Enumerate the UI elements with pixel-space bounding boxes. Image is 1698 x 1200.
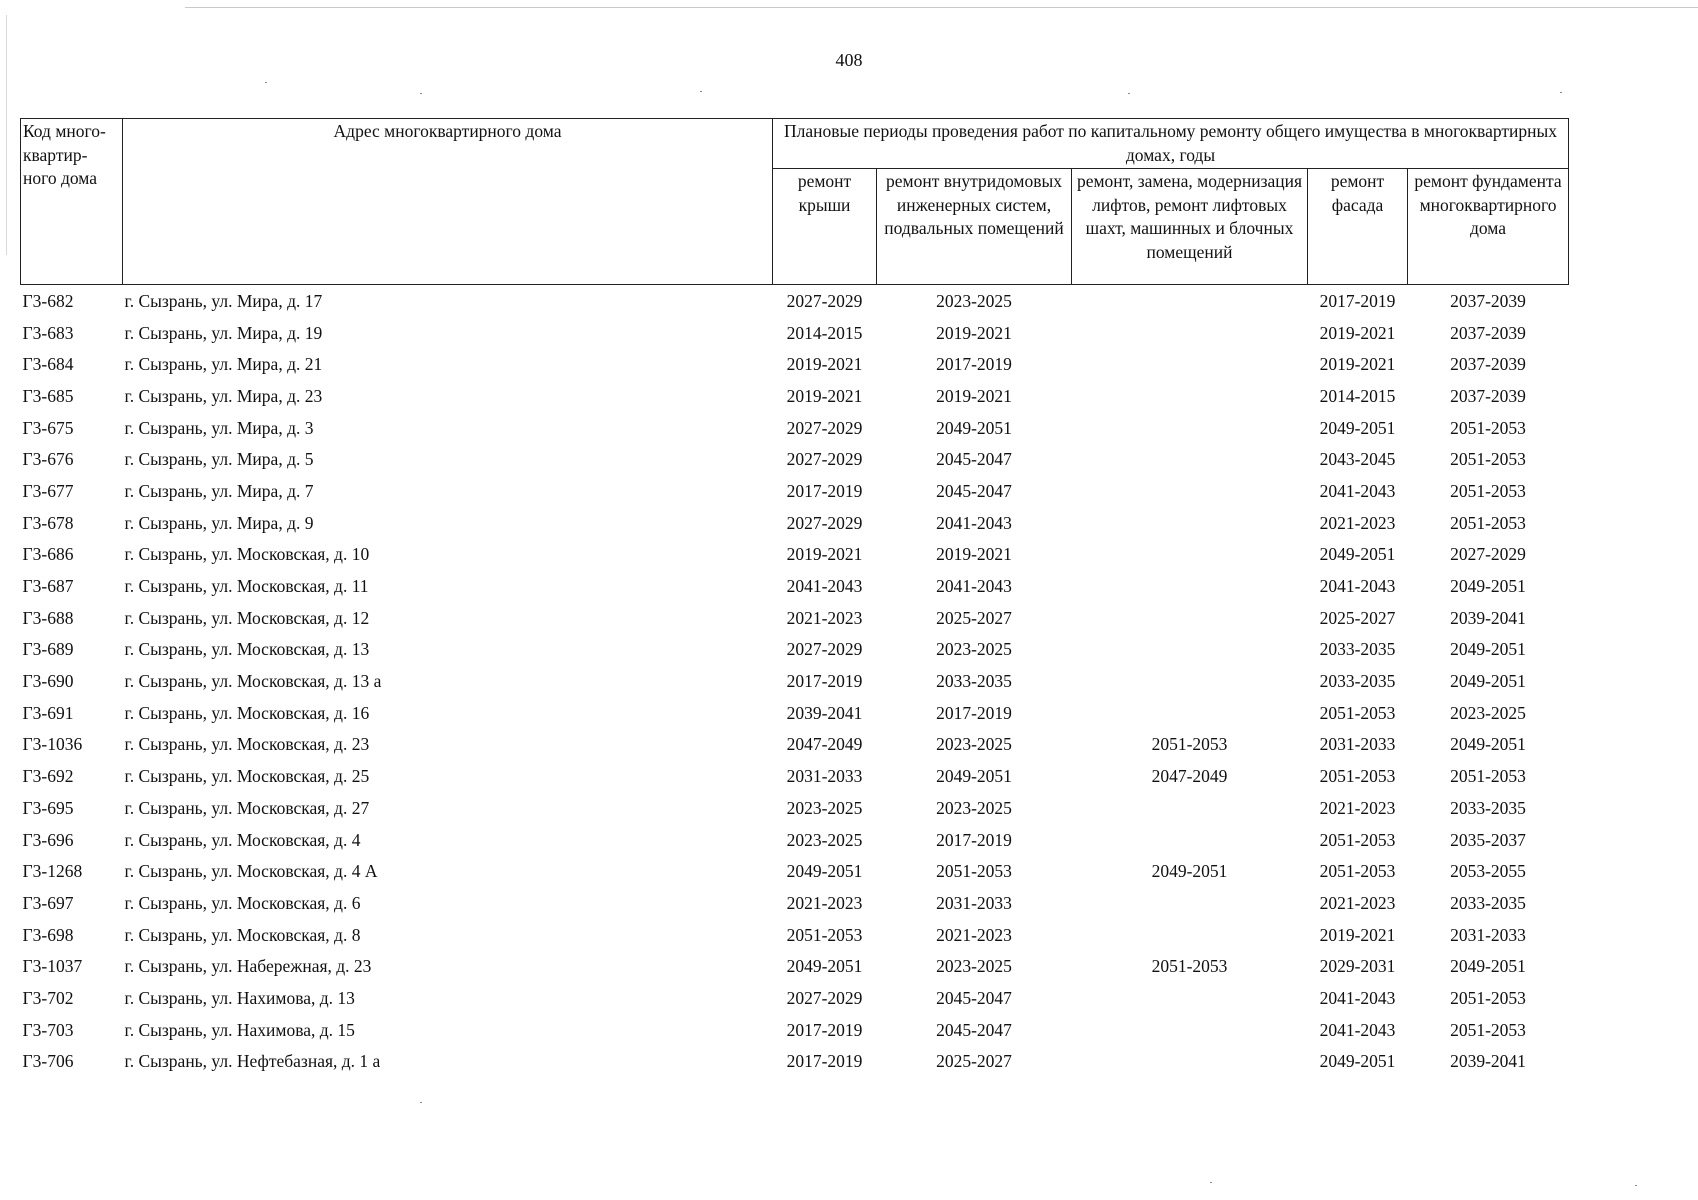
cell-lifts: 2051-2053 <box>1151 956 1228 977</box>
header-lifts: ремонт, замена, модернизация лифтов, ремонт лифтовых шахт, машинных и блочных помещений <box>1072 169 1308 285</box>
table-row <box>21 602 1569 634</box>
cell-systems: 2049-2051 <box>936 766 1012 787</box>
cell-address: г. Сызрань, ул. Московская, д. 8 <box>124 924 361 945</box>
cell-address: г. Сызрань, ул. Московская, д. 25 <box>124 766 370 787</box>
cell-lifts <box>1072 443 1308 475</box>
cell-facade: 2029-2031 <box>1319 956 1396 977</box>
cell-address: г. Сызрань, ул. Московская, д. 4 А <box>124 861 378 882</box>
cell-lifts <box>1072 602 1308 634</box>
cell-roof: 2021-2023 <box>786 607 863 628</box>
cell-roof: 2031-2033 <box>786 766 863 787</box>
cell-systems: 2017-2019 <box>936 354 1012 375</box>
cell-lifts <box>1072 665 1308 697</box>
cell-address: г. Сызрань, ул. Московская, д. 27 <box>124 797 370 818</box>
cell-lifts <box>1072 982 1308 1014</box>
cell-code: Г3-695 <box>22 797 74 818</box>
cell-address: г. Сызрань, ул. Московская, д. 11 <box>124 576 369 597</box>
cell-code: Г3-686 <box>22 544 74 565</box>
table-row <box>21 665 1569 697</box>
table-row <box>21 887 1569 919</box>
cell-code: Г3-682 <box>22 290 74 311</box>
header-roof: ремонт крыши <box>773 169 877 285</box>
cell-lifts <box>1072 1046 1308 1078</box>
cell-foundation: 2049-2051 <box>1450 671 1526 692</box>
cell-systems: 2019-2021 <box>936 544 1012 565</box>
cell-code: Г3-678 <box>22 512 74 533</box>
page-number: 408 <box>835 50 863 70</box>
repair-schedule-sheet <box>20 118 1568 1077</box>
cell-foundation: 2033-2035 <box>1450 797 1526 818</box>
cell-systems: 2017-2019 <box>936 829 1012 850</box>
cell-systems: 2045-2047 <box>936 1019 1012 1040</box>
cell-foundation: 2051-2053 <box>1450 512 1526 533</box>
cell-address: г. Сызрань, ул. Мира, д. 21 <box>124 354 323 375</box>
cell-lifts <box>1072 824 1308 856</box>
cell-foundation: 2051-2053 <box>1450 766 1526 787</box>
cell-foundation: 2051-2053 <box>1450 480 1526 501</box>
scan-speck <box>1635 1185 1637 1186</box>
table-row <box>21 919 1569 951</box>
cell-code: Г3-1037 <box>22 956 83 977</box>
table-row <box>21 412 1569 444</box>
cell-facade: 2019-2021 <box>1319 924 1396 945</box>
cell-code: Г3-676 <box>22 449 74 470</box>
table-row <box>21 380 1569 412</box>
cell-address: г. Сызрань, ул. Московская, д. 4 <box>124 829 361 850</box>
cell-systems: 2041-2043 <box>936 576 1012 597</box>
cell-address: г. Сызрань, ул. Московская, д. 10 <box>124 544 370 565</box>
cell-code: Г3-1268 <box>22 861 83 882</box>
cell-facade: 2021-2023 <box>1319 797 1396 818</box>
scan-speck <box>420 1102 422 1103</box>
cell-address: г. Сызрань, ул. Мира, д. 7 <box>124 480 314 501</box>
cell-roof: 2019-2021 <box>786 385 863 406</box>
cell-lifts <box>1072 317 1308 349</box>
scan-speck <box>1210 1182 1212 1183</box>
cell-lifts <box>1072 1014 1308 1046</box>
cell-systems: 2051-2053 <box>936 861 1012 882</box>
cell-systems: 2021-2023 <box>936 924 1012 945</box>
table-row <box>21 982 1569 1014</box>
cell-roof: 2027-2029 <box>786 449 863 470</box>
cell-roof: 2049-2051 <box>786 861 863 882</box>
cell-lifts <box>1072 285 1308 317</box>
cell-facade: 2051-2053 <box>1319 861 1396 882</box>
table-row <box>21 697 1569 729</box>
cell-lifts <box>1072 634 1308 666</box>
cell-lifts <box>1072 792 1308 824</box>
cell-facade: 2041-2043 <box>1319 1019 1396 1040</box>
cell-roof: 2027-2029 <box>786 290 863 311</box>
cell-code: Г3-1036 <box>22 734 83 755</box>
cell-code: Г3-684 <box>22 354 74 375</box>
cell-code: Г3-688 <box>22 607 74 628</box>
cell-systems: 2025-2027 <box>936 607 1012 628</box>
cell-foundation: 2051-2053 <box>1450 449 1526 470</box>
cell-roof: 2023-2025 <box>786 829 863 850</box>
cell-foundation: 2023-2025 <box>1450 702 1526 723</box>
cell-lifts <box>1072 539 1308 571</box>
header-foundation: ремонт фундамента многоквартирного дома <box>1408 169 1569 285</box>
header-row-top <box>21 119 1569 169</box>
cell-foundation: 2035-2037 <box>1450 829 1526 850</box>
header-planned-periods: Плановые периоды проведения работ по капитальному ремонту общего имущества в многоквартирных домах, годы <box>773 119 1569 169</box>
cell-systems: 2045-2047 <box>936 449 1012 470</box>
cell-facade: 2019-2021 <box>1319 322 1396 343</box>
table-row <box>21 824 1569 856</box>
cell-roof: 2047-2049 <box>786 734 863 755</box>
cell-foundation: 2037-2039 <box>1450 322 1526 343</box>
cell-foundation: 2037-2039 <box>1450 385 1526 406</box>
cell-foundation: 2049-2051 <box>1450 639 1526 660</box>
cell-facade: 2019-2021 <box>1319 354 1396 375</box>
cell-foundation: 2039-2041 <box>1450 1051 1526 1072</box>
cell-code: Г3-683 <box>22 322 74 343</box>
header-facade: ремонт фасада <box>1308 169 1408 285</box>
cell-address: г. Сызрань, ул. Московская, д. 6 <box>124 892 361 913</box>
cell-lifts <box>1072 412 1308 444</box>
cell-lifts <box>1072 380 1308 412</box>
cell-foundation: 2033-2035 <box>1450 892 1526 913</box>
cell-code: Г3-703 <box>22 1019 74 1040</box>
cell-facade: 2031-2033 <box>1319 734 1396 755</box>
cell-foundation: 2049-2051 <box>1450 734 1526 755</box>
table-row <box>21 317 1569 349</box>
cell-address: г. Сызрань, ул. Московская, д. 16 <box>124 702 370 723</box>
cell-code: Г3-685 <box>22 385 74 406</box>
table-row <box>21 760 1569 792</box>
cell-lifts: 2047-2049 <box>1151 766 1228 787</box>
table-row <box>21 729 1569 761</box>
header-code: Код много-квартир-ного дома <box>21 119 123 285</box>
cell-lifts <box>1072 697 1308 729</box>
table-row <box>21 1046 1569 1078</box>
cell-address: г. Сызрань, ул. Нахимова, д. 13 <box>124 987 355 1008</box>
header-address: Адрес многоквартирного дома <box>123 119 773 285</box>
cell-facade: 2021-2023 <box>1319 892 1396 913</box>
cell-code: Г3-696 <box>22 829 74 850</box>
cell-roof: 2014-2015 <box>786 322 863 343</box>
cell-roof: 2041-2043 <box>786 576 863 597</box>
table-row <box>21 507 1569 539</box>
scan-speck <box>265 82 267 83</box>
cell-facade: 2051-2053 <box>1319 766 1396 787</box>
cell-lifts <box>1072 507 1308 539</box>
cell-lifts <box>1072 919 1308 951</box>
cell-roof: 2027-2029 <box>786 987 863 1008</box>
cell-address: г. Сызрань, ул. Мира, д. 3 <box>124 417 314 438</box>
cell-facade: 2041-2043 <box>1319 987 1396 1008</box>
cell-roof: 2051-2053 <box>786 924 863 945</box>
cell-foundation: 2037-2039 <box>1450 290 1526 311</box>
cell-address: г. Сызрань, ул. Мира, д. 9 <box>124 512 314 533</box>
table-row <box>21 570 1569 602</box>
cell-address: г. Сызрань, ул. Московская, д. 12 <box>124 607 370 628</box>
table-row <box>21 950 1569 982</box>
cell-facade: 2041-2043 <box>1319 576 1396 597</box>
cell-foundation: 2053-2055 <box>1450 861 1526 882</box>
cell-lifts <box>1072 570 1308 602</box>
cell-facade: 2043-2045 <box>1319 449 1396 470</box>
table-row <box>21 1014 1569 1046</box>
cell-lifts <box>1072 887 1308 919</box>
cell-facade: 2033-2035 <box>1319 671 1396 692</box>
cell-roof: 2027-2029 <box>786 417 863 438</box>
cell-foundation: 2049-2051 <box>1450 956 1526 977</box>
cell-lifts: 2049-2051 <box>1151 861 1228 882</box>
cell-address: г. Сызрань, ул. Мира, д. 5 <box>124 449 314 470</box>
table-row <box>21 285 1569 317</box>
cell-systems: 2031-2033 <box>936 892 1012 913</box>
cell-roof: 2019-2021 <box>786 354 863 375</box>
scan-speck <box>420 93 422 94</box>
cell-systems: 2019-2021 <box>936 385 1012 406</box>
cell-foundation: 2051-2053 <box>1450 987 1526 1008</box>
cell-foundation: 2039-2041 <box>1450 607 1526 628</box>
cell-systems: 2017-2019 <box>936 702 1012 723</box>
cell-roof: 2017-2019 <box>786 1051 863 1072</box>
cell-code: Г3-692 <box>22 766 74 787</box>
cell-address: г. Сызрань, ул. Московская, д. 13 <box>124 639 370 660</box>
cell-address: г. Сызрань, ул. Московская, д. 13 а <box>124 671 382 692</box>
cell-facade: 2021-2023 <box>1319 512 1396 533</box>
cell-roof: 2019-2021 <box>786 544 863 565</box>
cell-code: Г3-675 <box>22 417 74 438</box>
cell-facade: 2049-2051 <box>1319 544 1396 565</box>
cell-address: г. Сызрань, ул. Нахимова, д. 15 <box>124 1019 355 1040</box>
cell-systems: 2019-2021 <box>936 322 1012 343</box>
cell-roof: 2023-2025 <box>786 797 863 818</box>
cell-systems: 2023-2025 <box>936 797 1012 818</box>
cell-roof: 2049-2051 <box>786 956 863 977</box>
cell-foundation: 2051-2053 <box>1450 417 1526 438</box>
cell-facade: 2051-2053 <box>1319 829 1396 850</box>
cell-systems: 2023-2025 <box>936 734 1012 755</box>
cell-systems: 2023-2025 <box>936 290 1012 311</box>
cell-roof: 2027-2029 <box>786 512 863 533</box>
cell-foundation: 2031-2033 <box>1450 924 1526 945</box>
cell-address: г. Сызрань, ул. Мира, д. 17 <box>124 290 323 311</box>
cell-address: г. Сызрань, ул. Московская, д. 23 <box>124 734 370 755</box>
cell-systems: 2023-2025 <box>936 956 1012 977</box>
cell-lifts <box>1072 348 1308 380</box>
cell-facade: 2014-2015 <box>1319 385 1396 406</box>
cell-code: Г3-698 <box>22 924 74 945</box>
cell-systems: 2045-2047 <box>936 987 1012 1008</box>
cell-foundation: 2027-2029 <box>1450 544 1526 565</box>
scan-speck <box>1560 92 1562 93</box>
cell-facade: 2049-2051 <box>1319 417 1396 438</box>
cell-systems: 2023-2025 <box>936 639 1012 660</box>
cell-roof: 2017-2019 <box>786 1019 863 1040</box>
table-body <box>21 285 1569 1078</box>
table-row <box>21 792 1569 824</box>
cell-systems: 2045-2047 <box>936 480 1012 501</box>
cell-roof: 2027-2029 <box>786 639 863 660</box>
cell-systems: 2049-2051 <box>936 417 1012 438</box>
cell-lifts <box>1072 475 1308 507</box>
cell-address: г. Сызрань, ул. Нефтебазная, д. 1 а <box>124 1051 381 1072</box>
repair-schedule-table <box>20 118 1569 1077</box>
cell-roof: 2017-2019 <box>786 480 863 501</box>
cell-facade: 2017-2019 <box>1319 290 1396 311</box>
cell-foundation: 2037-2039 <box>1450 354 1526 375</box>
table-row <box>21 475 1569 507</box>
table-row <box>21 443 1569 475</box>
cell-foundation: 2051-2053 <box>1450 1019 1526 1040</box>
cell-code: Г3-691 <box>22 702 74 723</box>
table-row <box>21 539 1569 571</box>
cell-facade: 2051-2053 <box>1319 702 1396 723</box>
cell-roof: 2039-2041 <box>786 702 863 723</box>
cell-systems: 2033-2035 <box>936 671 1012 692</box>
cell-code: Г3-706 <box>22 1051 74 1072</box>
cell-code: Г3-702 <box>22 987 74 1008</box>
cell-facade: 2033-2035 <box>1319 639 1396 660</box>
cell-code: Г3-677 <box>22 480 74 501</box>
cell-code: Г3-697 <box>22 892 74 913</box>
scan-speck <box>1128 93 1130 94</box>
cell-roof: 2017-2019 <box>786 671 863 692</box>
cell-address: г. Сызрань, ул. Мира, д. 23 <box>124 385 323 406</box>
table-row <box>21 634 1569 666</box>
cell-code: Г3-687 <box>22 576 74 597</box>
cell-code: Г3-689 <box>22 639 74 660</box>
header-systems: ремонт внутридомовых инженерных систем, подвальных помещений <box>877 169 1072 285</box>
cell-code: Г3-690 <box>22 671 74 692</box>
cell-foundation: 2049-2051 <box>1450 576 1526 597</box>
cell-facade: 2049-2051 <box>1319 1051 1396 1072</box>
cell-systems: 2025-2027 <box>936 1051 1012 1072</box>
scan-speck <box>700 91 702 92</box>
cell-facade: 2041-2043 <box>1319 480 1396 501</box>
table-row <box>21 855 1569 887</box>
cell-address: г. Сызрань, ул. Мира, д. 19 <box>124 322 323 343</box>
cell-roof: 2021-2023 <box>786 892 863 913</box>
cell-facade: 2025-2027 <box>1319 607 1396 628</box>
table-row <box>21 348 1569 380</box>
cell-address: г. Сызрань, ул. Набережная, д. 23 <box>124 956 372 977</box>
cell-lifts: 2051-2053 <box>1151 734 1228 755</box>
scan-top-rule <box>185 7 1698 8</box>
cell-systems: 2041-2043 <box>936 512 1012 533</box>
